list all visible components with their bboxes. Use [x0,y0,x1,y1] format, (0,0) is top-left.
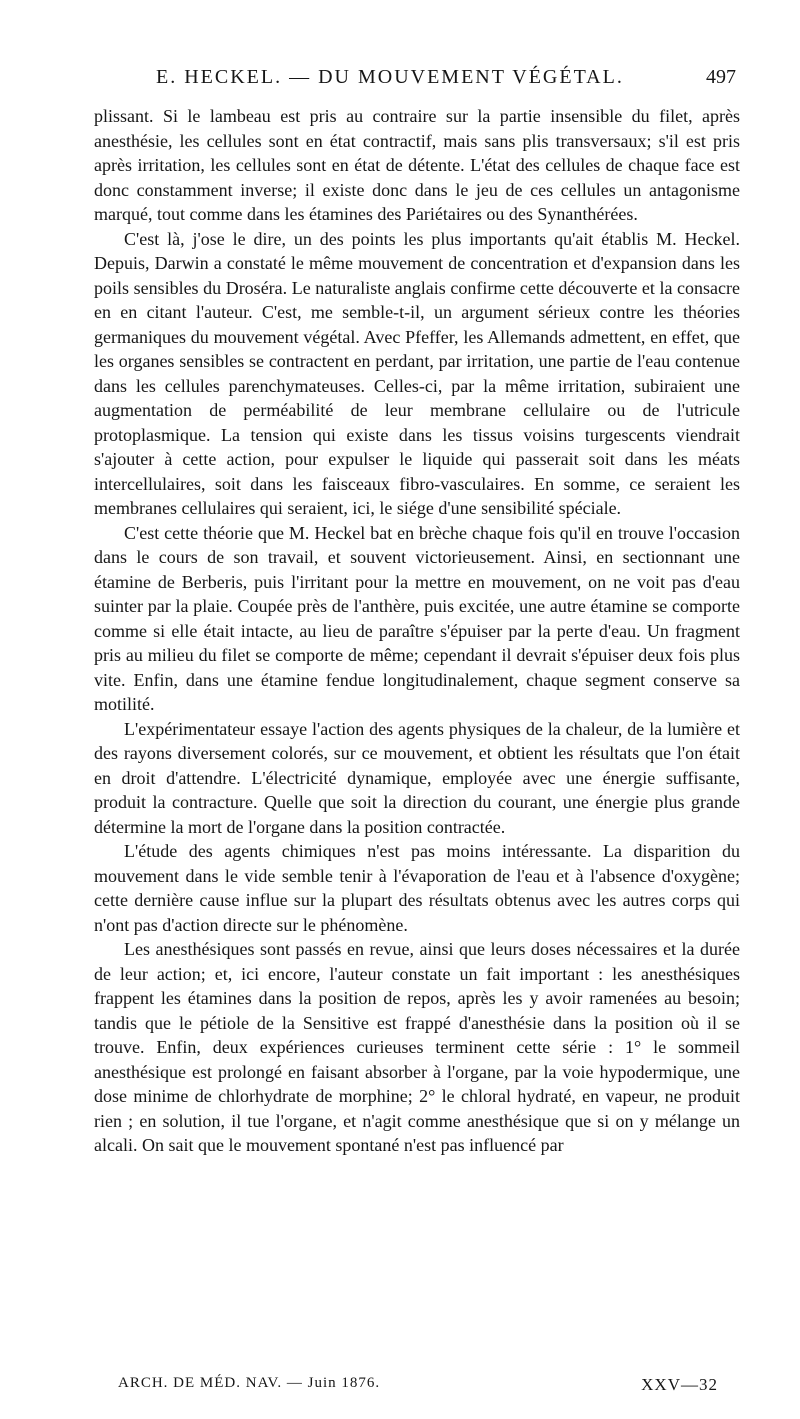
sheet-signature: XXV—32 [641,1375,718,1394]
paragraph-2: C'est là, j'ose le dire, un des points les plus importants qu'ait établis M. Heckel. Depuis, Darwin a constaté le même mouvement de concentration et d'expansion dans les poils sensibles du Droséra. Le naturaliste anglais confirme cette découverte et la consacre en en citant l'auteur. C'est, me semble-t-il, un argument sérieux contre les théories germaniques du mouvement végétal. Avec Pfeffer, les Allemands admettent, en effet, que les organes sensibles se contractent en perdant, par irritation, une partie de l'eau contenue dans les cellules parenchymateuses. Celles-ci, par la même irritation, subiraient une augmentation de perméabilité de leur membrane cellulaire ou de l'utricule protoplasmique. La tension qui existe dans les tissus voisins turgescents viendrait s'ajouter à cette action, pour expulser le liquide qui passerait soit dans les méats intercellulaires, soit dans les faisceaux fibro-vasculaires. En somme, ce seraient les membranes cellulaires qui seraient, ici, le siége d'une sensibilité spéciale. [94,228,740,518]
paragraph-3: C'est cette théorie que M. Heckel bat en brèche chaque fois qu'il en trouve l'occasion dans le cours de son travail, et souvent victorieusement. Ainsi, en sectionnant une étamine de Berberis, puis l'irritant pour la mettre en mouvement, on ne voit pas d'eau suinter par la plaie. Coupée près de l'anthère, puis excitée, une autre étamine se comporte comme si elle était intacte, au lieu de paraître s'épuiser par la perte d'eau. Un fragment pris au milieu du filet se comporte de même; cependant il devrait s'épuiser deux fois plus vite. Enfin, dans une étamine fendue longitudinalement, chaque segment conserve sa motilité. [94,522,740,714]
paragraph-6: Les anesthésiques sont passés en revue, ainsi que leurs doses nécessaires et la durée de leur action; et, ici encore, l'auteur constate un fait important : les anesthésiques frappent les étamines dans la position de repos, après les y avoir ramenées au besoin; tandis que le pétiole de la Sensitive est frappé d'anesthésie dans la position où il se trouve. Enfin, deux expériences curieuses terminent cette série : 1° le sommeil anesthésique est prolongé en faisant absorber à l'organe, par la voie hypodermique, une dose minime de chlorhydrate de morphine; 2° le chloral hydraté, en vapeur, ne produit rien ; en solution, il tue l'organe, et n'agit comme anesthésique que si on y mélange un alcali. On sait que le mouvement spontané n'est pas influencé par [94,939,740,1155]
paragraph-4: L'expérimentateur essaye l'action des agents physiques de la chaleur, de la lumière et des rayons diversement colorés, sur ce mouvement, et obtient les résultats que l'on était en droit d'attendre. L'électricité dynamique, employée avec une énergie suffisante, produit la contracture. Quelle que soit la direction du courant, une énergie plus grande détermine la mort de l'organe dans la position contractée. [94,718,740,837]
page-number: 497 [706,66,736,88]
journal-citation: ARCH. DE MÉD. NAV. — Juin 1876. [118,1375,381,1391]
body-text [94,104,740,1158]
paragraph-5: L'étude des agents chimiques n'est pas moins intéressante. La disparition du mouvement dans le vide semble tenir à l'évaporation de l'eau et à l'absence d'oxygène; cette dernière cause influe sur la plupart des résultats obtenus avec les autres corps qui n'ont pas d'action directe sur le phénomène. [94,841,740,935]
page-header [96,66,736,94]
page-footer [118,1375,718,1399]
paragraph-1: plissant. Si le lambeau est pris au contraire sur la partie insensible du filet, après anesthésie, les cellules sont en état contractif, mais sans plis transversaux; s'il est pris après irritation, les cellules sont en état de détente. L'état des cellules de chaque face est donc constamment inverse; il existe donc dans le jeu de ces cellules un antagonisme marqué, tout comme dans les étamines des Pariétaires ou des Synanthérées. [94,106,740,224]
running-title: E. HECKEL. — DU MOUVEMENT VÉGÉTAL. [156,66,624,88]
